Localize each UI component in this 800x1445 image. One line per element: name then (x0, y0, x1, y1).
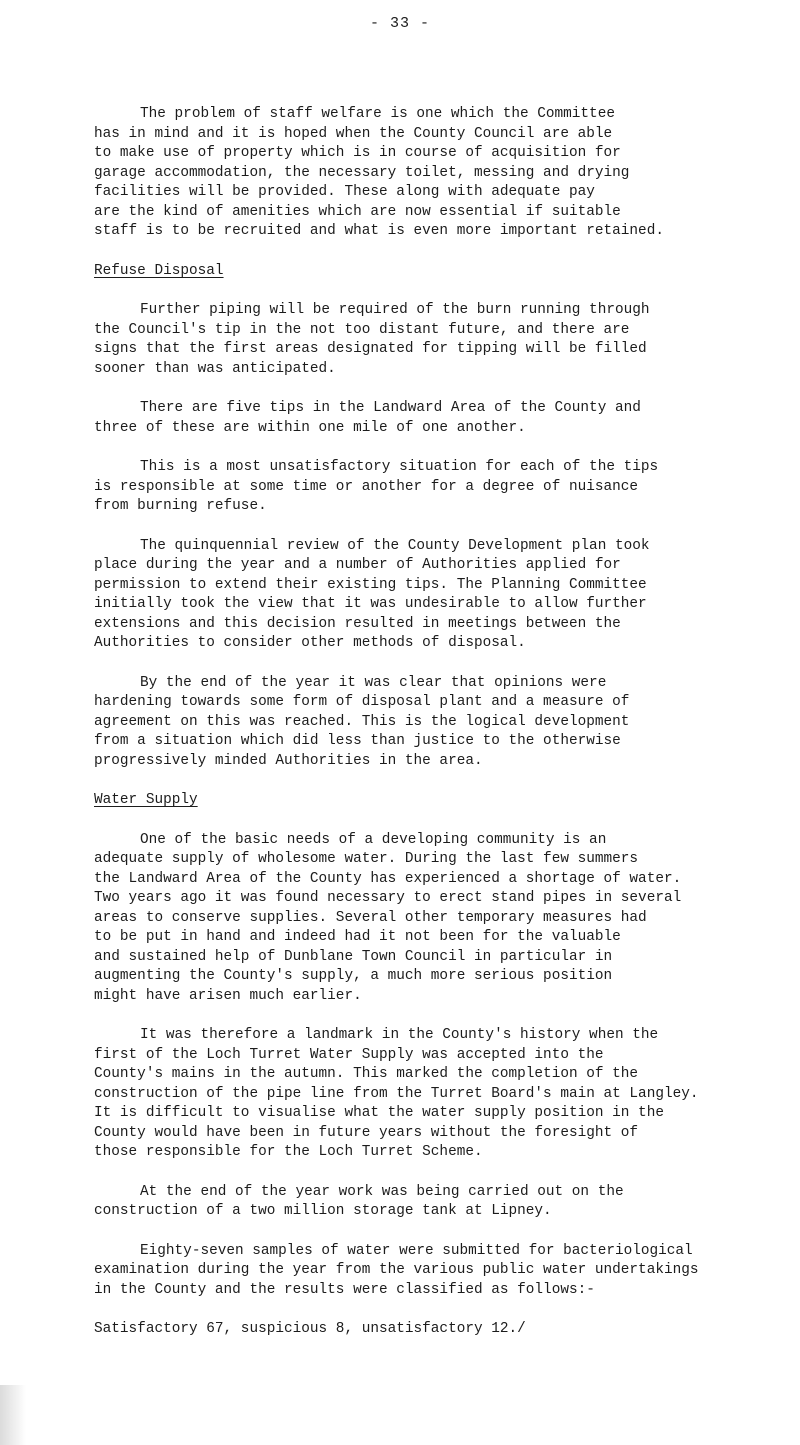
text-line: augmenting the County's supply, a much more serious position (94, 968, 613, 984)
section-heading-refuse-disposal: Refuse Disposal (94, 262, 224, 279)
water-paragraph-3 (94, 1183, 784, 1222)
sample-results (94, 1320, 784, 1340)
scan-edge-shadow (0, 1385, 26, 1445)
text-line: those responsible for the Loch Turret Scheme. (94, 1144, 483, 1160)
text-line: in the County and the results were classified as follows:- (94, 1281, 595, 1298)
text-line: At the end of the year work was being carried out on the (140, 1183, 624, 1200)
text-line: There are five tips in the Landward Area of the County and (140, 400, 641, 416)
text-line: are the kind of amenities which are now essential if suitable (94, 203, 621, 220)
text-line: agreement on this was reached. This is the logical development (94, 713, 630, 730)
text-line: construction of the pipe line from the Turret Board's main at Langley. (94, 1085, 699, 1102)
text-line: initially took the view that it was undesirable to allow further (94, 596, 647, 612)
page-number: - 33 - (369, 15, 430, 32)
water-paragraph-1 (94, 831, 784, 1007)
refuse-disposal-section (94, 262, 784, 792)
refuse-paragraph-4 (94, 537, 784, 654)
text-line: from burning refuse. (94, 498, 267, 514)
text-line: the Council's tip in the not too distant future, and there are (94, 321, 630, 338)
refuse-paragraph-2 (94, 399, 784, 438)
text-line: This is a most unsatisfactory situation for each of the tips (140, 459, 659, 475)
refuse-paragraph-3 (94, 458, 784, 517)
section-heading-water-supply: Water Supply (94, 792, 198, 808)
text-line: The quinquennial review of the County Development plan took (140, 537, 650, 554)
intro-paragraph (94, 105, 784, 242)
text-line: permission to extend their existing tips. The Planning Committee (94, 576, 647, 593)
text-line: to be put in hand and indeed had it not been for the valuable (94, 929, 621, 945)
text-line: Authorities to consider other methods of disposal. (94, 635, 526, 651)
water-paragraph-4 (94, 1242, 784, 1301)
text-line: extensions and this decision resulted in meetings between the (94, 615, 621, 632)
text-line: construction of a two million storage tank at Lipney. (94, 1203, 552, 1219)
refuse-paragraph-5 (94, 674, 784, 772)
text-line: place during the year and a number of Authorities applied for (94, 557, 621, 573)
text-line: has in mind and it is hoped when the County Council are able (94, 125, 613, 142)
text-line: Further piping will be required of the burn running through (140, 302, 650, 318)
text-line: garage accommodation, the necessary toilet, messing and drying (94, 164, 630, 181)
text-line: adequate supply of wholesome water. During the last few summers (94, 851, 639, 867)
text-line: The problem of staff welfare is one which the Committee (140, 106, 615, 122)
text-line: Two years ago it was found necessary to erect stand pipes in several (94, 890, 682, 906)
text-line: hardening towards some form of disposal plant and a measure of (94, 694, 630, 710)
text-line: first of the Loch Turret Water Supply was accepted into the (94, 1046, 604, 1063)
text-line: It is difficult to visualise what the water supply position in the (94, 1105, 664, 1121)
text-line: It was therefore a landmark in the County's history when the (140, 1027, 659, 1043)
text-line: from a situation which did less than justice to the otherwise (94, 733, 621, 749)
water-paragraph-2 (94, 1026, 784, 1163)
text-line: signs that the first areas designated for tipping will be filled (94, 341, 647, 357)
text-line: sooner than was anticipated. (94, 360, 336, 377)
text-line: areas to conserve supplies. Several other temporary measures had (94, 909, 647, 926)
text-line: County's mains in the autumn. This marked the completion of the (94, 1066, 639, 1082)
text-line: staff is to be recruited and what is even more important retained. (94, 223, 664, 239)
refuse-paragraph-1 (94, 301, 784, 379)
text-line: the Landward Area of the County has experienced a shortage of water. (94, 870, 682, 887)
text-line: progressively minded Authorities in the area. (94, 752, 483, 769)
text-line: is responsible at some time or another for a degree of nuisance (94, 478, 639, 495)
text-line: to make use of property which is in course of acquisition for (94, 145, 621, 161)
water-supply-section (94, 791, 784, 1340)
text-line: One of the basic needs of a developing community is an (140, 831, 607, 848)
text-line: By the end of the year it was clear that opinions were (140, 674, 607, 691)
text-line: facilities will be provided. These along with adequate pay (94, 184, 595, 200)
text-line: examination during the year from the various public water undertakings (94, 1262, 699, 1278)
text-line: might have arisen much earlier. (94, 987, 362, 1004)
text-line: three of these are within one mile of one another. (94, 419, 526, 436)
text-line: County would have been in future years without the foresight of (94, 1124, 639, 1141)
text-line: Eighty-seven samples of water were submitted for bacteriological (140, 1242, 693, 1259)
results-line: Satisfactory 67, suspicious 8, unsatisfactory 12./ (94, 1321, 526, 1337)
text-line: and sustained help of Dunblane Town Council in particular in (94, 948, 613, 965)
page-body (94, 105, 784, 1340)
